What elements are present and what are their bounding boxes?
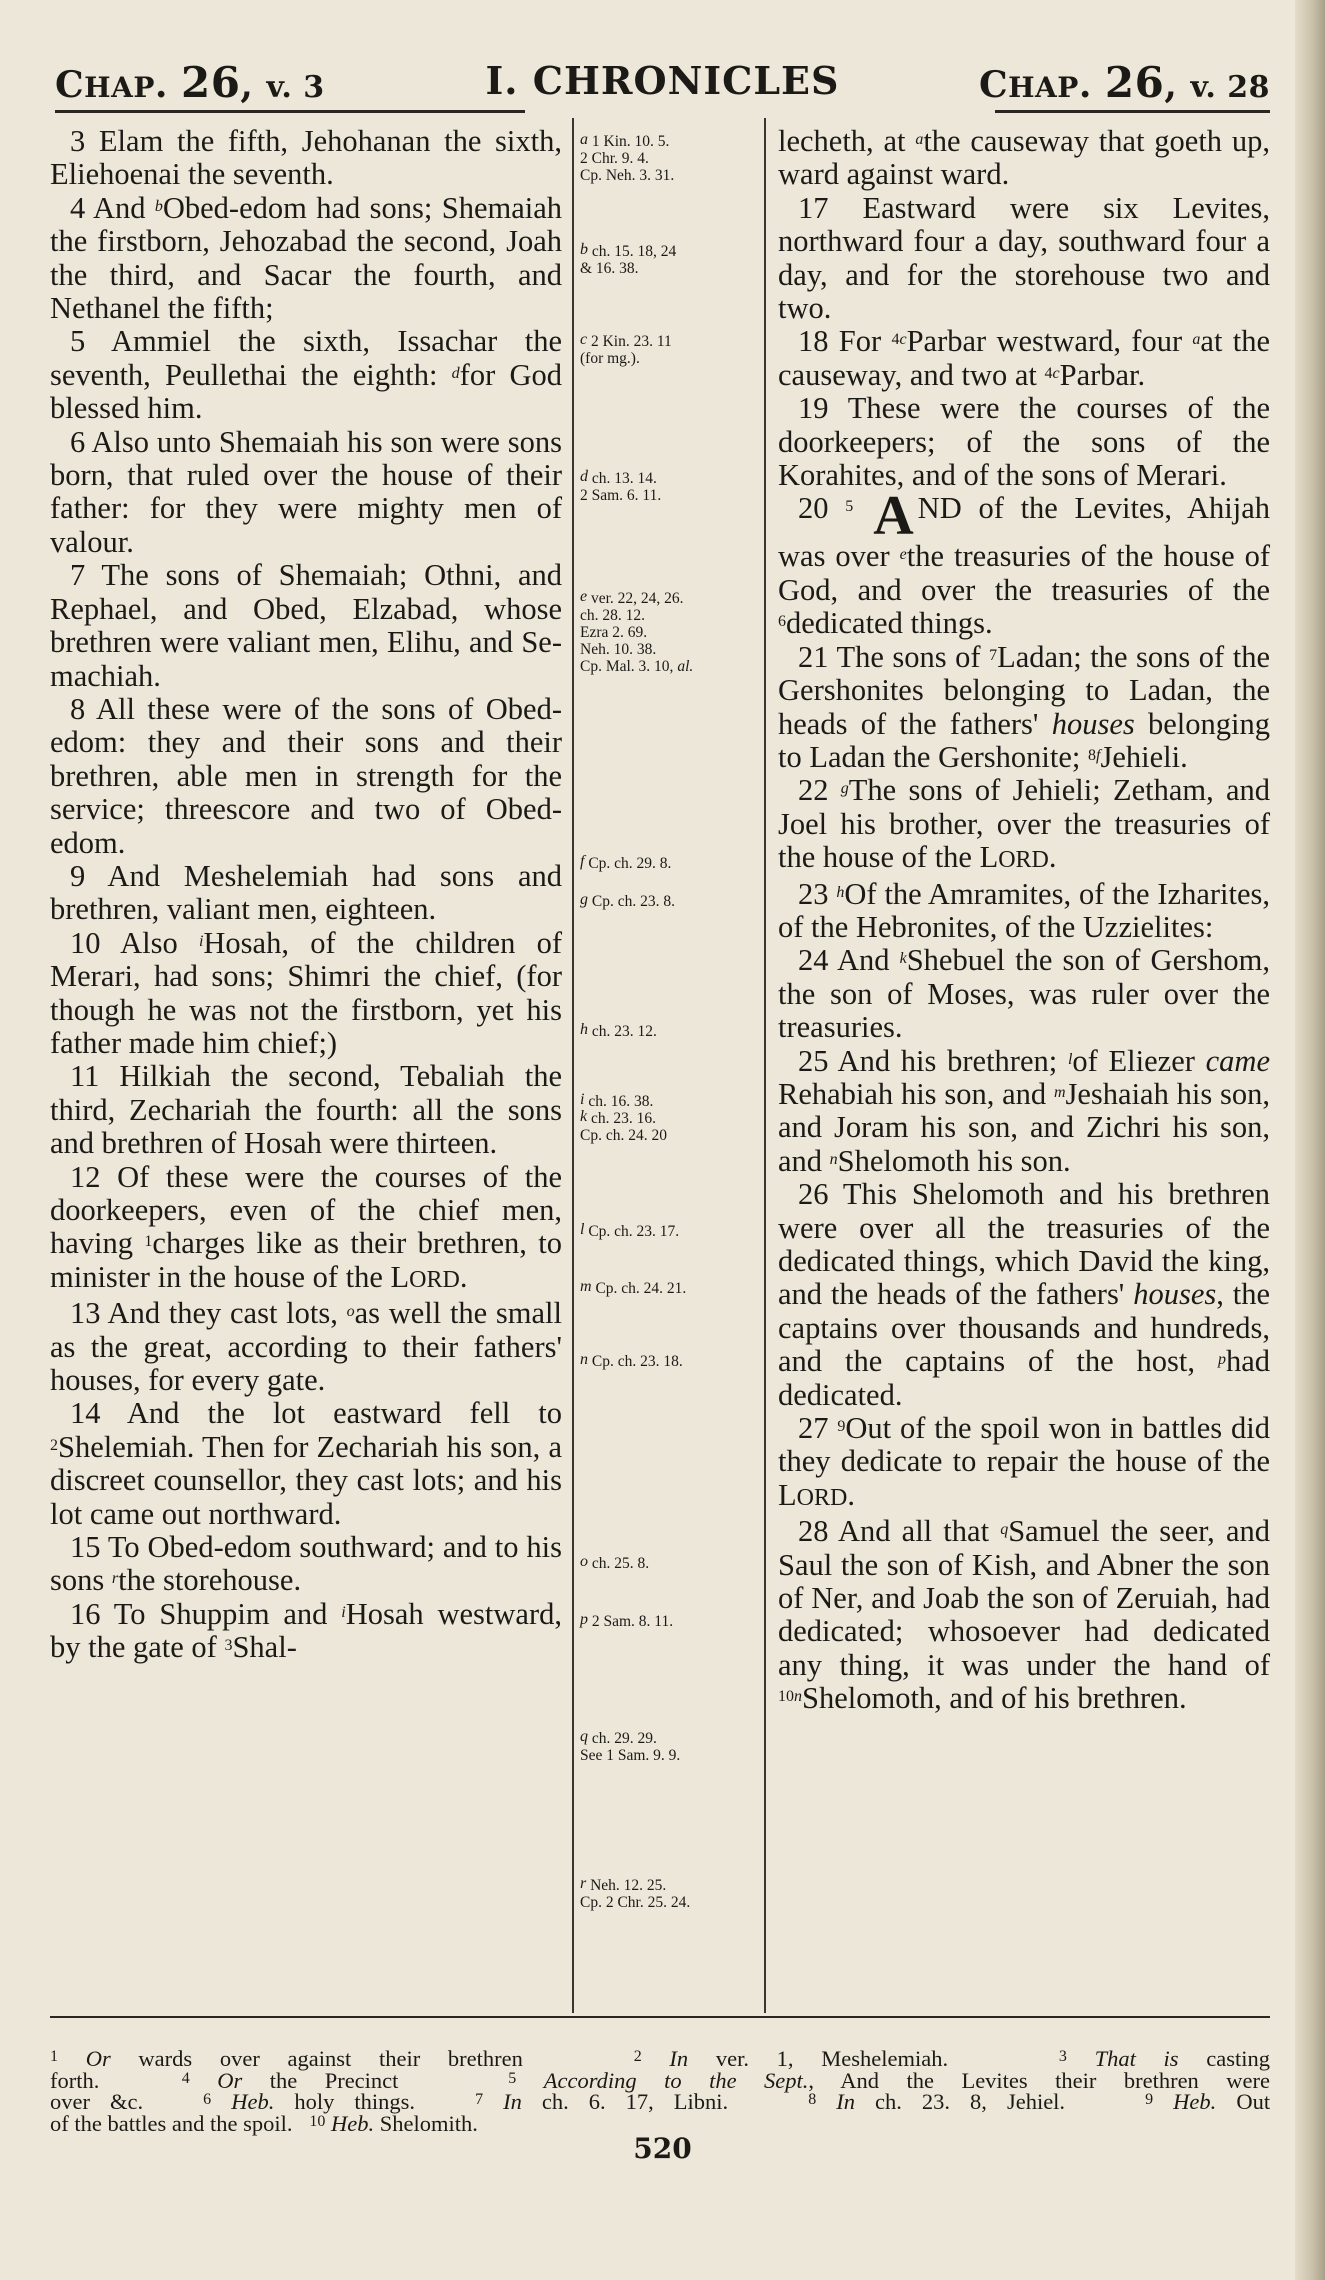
footnote-line: $^1$ Or wards over against their brethren $^2$ In ver. 1, Meshelemiah. $^3$ That is casting	[50, 2046, 1271, 2071]
page-edge-shadow	[1295, 0, 1325, 2280]
footnote-line: over &c. $^6$ Heb. holy things. $^7$ In ch. 6. 17, Libni. $^8$ In ch. 23. 8, Jehiel. $^9$ Heb. Out	[50, 2089, 1271, 2114]
page-number: 520	[633, 2132, 692, 2165]
verse: 11 Hilkiah the second, Tebaliah the third, Zechariah the fourth: all the sons and brethren of Hosah were thirteen.	[50, 1059, 562, 1161]
cross-reference: $^d$ ch. 13. 14. 2 Sam. 6. 11.	[580, 468, 662, 504]
footnote-rule	[50, 2016, 1270, 2018]
verse: 4 And $^b$Obed-edom had sons; Shemaiah the firstborn, Jehozabad the second, Joah the third, and Sacar the fourth, and Nethanel the fifth;	[50, 190, 562, 326]
cross-reference: $^a$ 1 Kin. 10. 5. 2 Chr. 9. 4. Cp. Neh. 3. 31.	[580, 131, 675, 184]
cross-reference: $^o$ ch. 25. 8.	[580, 1553, 650, 1572]
cross-reference: $^h$ ch. 23. 12.	[580, 1021, 657, 1040]
verse: 18 For $^{4c}$Parbar westward, four $^a$at the causeway, and two at $^{4c}$Parbar.	[778, 324, 1270, 392]
footnotes	[50, 2048, 1270, 2134]
header-rule-right	[995, 110, 1270, 113]
verse: 16 To Shuppim and $^i$Hosah westward, by the gate of $^3$Shal-	[50, 1596, 562, 1665]
footnote-line: of the battles and the spoil. $^{10}$ Heb. Shelomith.	[50, 2110, 478, 2136]
cross-reference: $^g$ Cp. ch. 23. 8.	[580, 891, 675, 910]
column-divider-right	[764, 118, 766, 2013]
column-divider-left	[572, 118, 574, 2013]
verse: 10 Also $^i$Hosah, of the children of Merari, had sons; Shimri the chief, (for though he was not the firstborn, yet his father made him chief;)	[50, 925, 562, 1060]
verse: 13 And they cast lots, $^o$as well the small as the great, according to their fathers' houses, for every gate.	[50, 1296, 562, 1398]
verse: 28 And all that $^q$Samuel the seer, and Saul the son of Kish, and Abner the son of Ner, and Joab the son of Zeruiah, had dedicated; whosoever had dedicated any thing, it was under the hand of $^{10n}$Shelomoth, and of his brethren.	[778, 1514, 1270, 1716]
verse: 27 $^9$Out of the spoil won in battles did they dedicate to repair the house of the LORD.	[778, 1411, 1271, 1512]
left-text-column	[50, 125, 562, 1665]
running-header	[55, 58, 1270, 118]
header-right: CHAP. 26, v. 28	[978, 58, 1270, 107]
verse: 14 And the lot eastward fell to $^2$Shelemiah. Then for Zechariah his son, a discreet counsellor, they cast lots; and his lot came out northward.	[50, 1396, 562, 1531]
verse: 3 Elam the fifth, Jehohanan the sixth, Eliehoenai the seventh.	[50, 124, 562, 192]
verse: 24 And $^k$Shebuel the son of Gershom, the son of Moses, was ruler over the treasuries.	[778, 943, 1270, 1045]
cross-reference: $^b$ ch. 15. 18, 24 & 16. 38.	[580, 241, 677, 277]
verse: 20 $^5$ A ND of the Levites, Ahijah was over $^e$the treasuries of the house of God, and over the treasuries of the $^6$dedicated things.	[778, 485, 1270, 641]
footnote-line: forth. $^4$ Or the Precinct $^5$ According to the Sept., And the Levites their brethren were	[50, 2067, 1270, 2093]
verse: 22 $^g$The sons of Jehieli; Zetham, and Joel his brother, over the treasuries of the house of the LORD.	[778, 773, 1271, 875]
cross-reference: $^f$ Cp. ch. 29. 8.	[580, 853, 672, 872]
verse: 8 All these were of the sons of Obed-edom: they and their sons and their brethren, able men in strength for the service; threescore and two of Obed-edom.	[50, 691, 562, 860]
verse: 12 Of these were the courses of the doorkeepers, even of the chief men, having $^1$charges like as their brethren, to minister in the house of the LORD.	[50, 1159, 562, 1294]
right-text-column	[778, 125, 1270, 1716]
cross-reference: $^c$ 2 Kin. 23. 11 (for mg.).	[580, 331, 672, 367]
cross-reference: $^p$ 2 Sam. 8. 11.	[580, 1611, 674, 1630]
cross-reference: $^m$ Cp. ch. 24. 21.	[580, 1278, 687, 1297]
cross-reference: $^q$ ch. 29. 29. See 1 Sam. 9. 9.	[580, 1728, 681, 1764]
verse: lecheth, at $^a$the causeway that goeth up, ward against ward.	[778, 124, 1270, 192]
verse: 25 And his brethren; $^l$of Eliezer came Rehabiah his son, and $^m$Jeshaiah his son, and Joram his son, and Zichri his son, and $^n$Shelomoth his son.	[778, 1043, 1270, 1178]
header-left: CHAP. 26, v. 3	[55, 58, 325, 107]
verse: 17 Eastward were six Levites, northward four a day, southward four a day, and for the storehouse two and two.	[778, 190, 1270, 326]
verse: 26 This Shelomoth and his brethren were over all the treasuries of the dedicated things, which David the king, and the heads of the fathers' houses, the captains over thousands and hundreds, and the captains of the host, $^p$had dedicated.	[778, 1177, 1271, 1412]
verse: 23 $^h$Of the Amramites, of the Izharites, of the Hebronites, of the Uzzielites:	[778, 876, 1270, 944]
verse: 5 Ammiel the sixth, Issachar the seventh, Peullethai the eighth: $^d$for God blessed him.	[50, 324, 562, 426]
header-rule-left	[55, 110, 525, 113]
verse: 19 These were the courses of the doorkeepers; of the sons of the Korahites, and of the sons of Merari.	[778, 391, 1270, 493]
cross-reference: $^i$ ch. 16. 38. $^k$ ch. 23. 16. Cp. ch. 24. 20	[580, 1091, 667, 1144]
cross-reference: $^e$ ver. 22, 24, 26. ch. 28. 12. Ezra 2. 69. Neh. 10. 38. Cp. Mal. 3. 10, al.	[580, 588, 694, 675]
header-title: I. CHRONICLES	[485, 58, 840, 103]
verse: 15 To Obed-edom southward; and to his sons $^r$the storehouse.	[50, 1530, 562, 1598]
cross-reference: $^l$ Cp. ch. 23. 17.	[580, 1221, 680, 1240]
verse: 21 The sons of $^7$Ladan; the sons of the Gershonites belonging to Ladan, the heads of the fathers' houses belonging to Ladan the Gershonite; $^{8f}$Jehieli.	[778, 639, 1270, 774]
verse: 9 And Meshelemiah had sons and brethren, valiant men, eighteen.	[50, 858, 562, 927]
cross-reference: $^r$ Neh. 12. 25. Cp. 2 Chr. 25. 24.	[580, 1875, 691, 1911]
verse: 7 The sons of Shemaiah; Othni, and Rephael, and Obed, Elzabad, whose brethren were valiant men, Elihu, and Semachiah.	[50, 558, 562, 693]
cross-reference: $^n$ Cp. ch. 23. 18.	[580, 1351, 683, 1370]
verse: 6 Also unto Shemaiah his son were sons born, that ruled over the house of their father: for they were mighty men of valour.	[50, 424, 562, 559]
